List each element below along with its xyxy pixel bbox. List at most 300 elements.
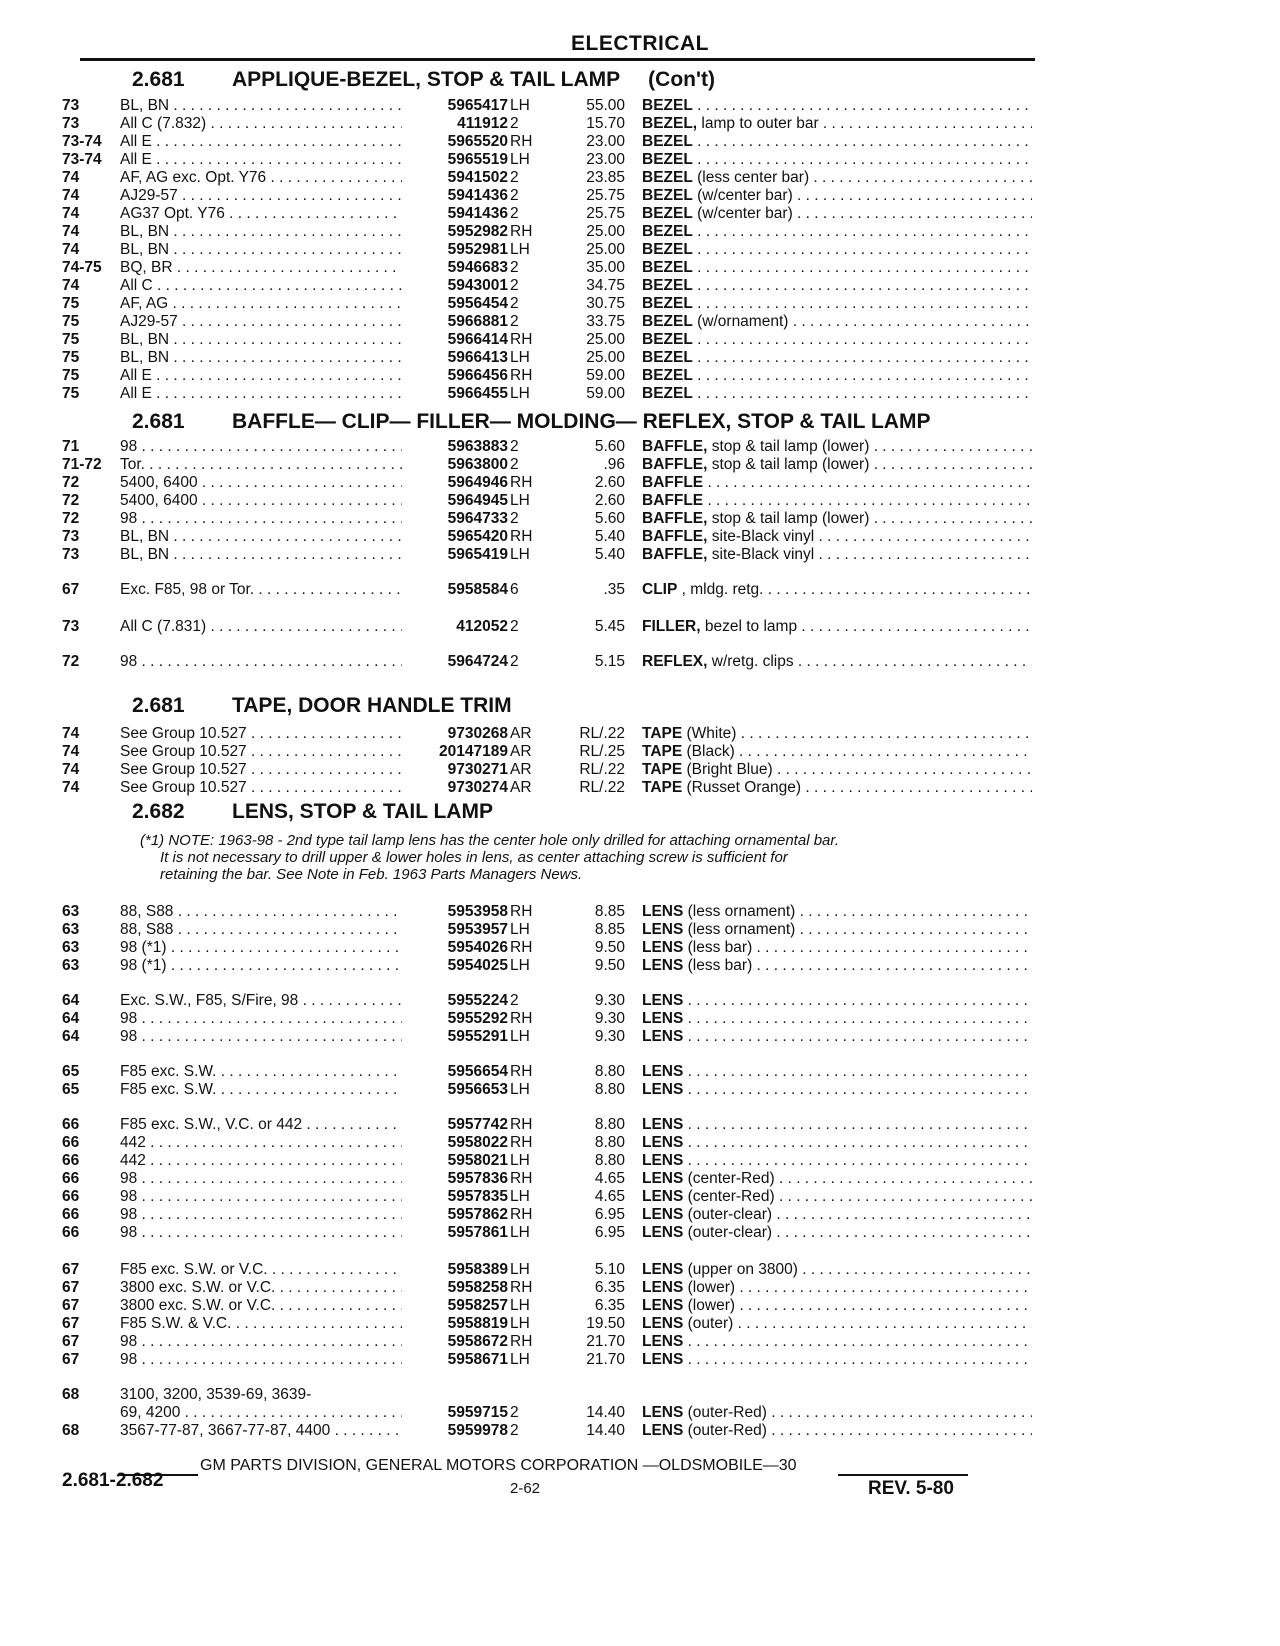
model-cell: 98 . . . [120,437,465,456]
description-name: LENS [642,1333,684,1350]
price-cell: 5.40 [594,528,625,545]
description-cell [642,580,1032,599]
section-heading [74,68,715,92]
description-name: LENS [642,1152,684,1169]
part-number-cell: 5965520 [402,132,508,151]
year-cell: 64 [62,992,80,1009]
footer-page-number: 2-62 [510,1480,541,1497]
section-title: APPLIQUE-BEZEL, STOP & TAIL LAMP [232,68,621,91]
quantity-cell: AR [510,743,532,760]
description-name: BAFFLE [642,474,704,491]
description-name: LENS [642,1134,684,1151]
parts-table-row [62,455,1022,474]
description-detail: (lower) [683,1279,736,1296]
quantity-cell: 2 [510,992,519,1009]
price-cell: 2.60 [594,474,625,491]
model-cell: 98 . . . [120,1187,465,1206]
quantity-cell: RH [510,367,533,384]
part-number-cell: 5958671 [402,1350,508,1369]
parts-table-row [62,1115,1022,1134]
parts-table-row [62,437,1022,456]
description-cell [642,1314,1032,1333]
quantity-cell: RH [510,474,533,491]
price-cell: 9.30 [594,992,625,1009]
part-number-cell: 5959978 [402,1421,508,1440]
parts-table-row [62,1169,1022,1188]
parts-table-row [62,1223,1022,1242]
model-cell: 98 . . . [120,1223,465,1242]
footer-publisher: GM PARTS DIVISION, GENERAL MOTORS CORPORATION —OLDSMOBILE—30 [200,1457,797,1474]
model-cell: AJ29-57 . . . [120,312,465,331]
quantity-cell: RH [510,1279,533,1296]
parts-table-row [62,366,1022,385]
parts-table-row [62,545,1022,564]
description-detail: (w/center bar) [692,187,793,204]
year-cell: 74 [62,725,80,742]
year-cell: 72 [62,492,80,509]
price-cell: 25.00 [586,331,625,348]
part-number-cell: 5958389 [402,1260,508,1279]
parts-table-row [62,1278,1022,1297]
model-cell: 98 . . . [120,1027,465,1046]
description-cell [642,760,1032,779]
description-name: LENS [642,1063,684,1080]
quantity-cell: LH [510,1315,530,1332]
description-detail: w/retg. clips [707,653,794,670]
section-heading [74,800,493,824]
description-name: LENS [642,921,684,938]
year-cell: 71 [62,438,80,455]
parts-table-row [62,1385,1022,1404]
year-cell: 67 [62,1351,80,1368]
part-number-cell: 9730271 [402,760,508,779]
parts-table-row [62,168,1022,187]
price-cell: 8.85 [594,903,625,920]
part-number-cell: 5963800 [402,455,508,474]
part-number-cell: 5955224 [402,991,508,1010]
parts-table-row [62,1314,1022,1333]
quantity-cell: 2 [510,115,519,132]
parts-table-row [62,1151,1022,1170]
price-cell: 25.00 [586,241,625,258]
description-detail: (outer-Red) [683,1404,767,1421]
year-cell: 74 [62,205,80,222]
year-cell: 66 [62,1188,80,1205]
quantity-cell: 2 [510,187,519,204]
model-cell: 3800 exc. S.W. or V.C. . . . [120,1296,465,1315]
section-number: 2.681 [132,68,185,91]
price-cell: 21.70 [586,1351,625,1368]
part-number-cell: 5953957 [402,920,508,939]
parts-table-row [62,1133,1022,1152]
model-cell: All E . . . [120,150,465,169]
part-number-cell: 5956654 [402,1062,508,1081]
price-cell: 4.65 [594,1188,625,1205]
quantity-cell: 6 [510,581,519,598]
quantity-cell: LH [510,546,530,563]
model-cell: 98 . . . [120,1350,465,1369]
part-number-cell: 5966881 [402,312,508,331]
model-cell: 98 (*1) . . . [120,956,465,975]
parts-table-row [62,742,1022,761]
year-cell: 63 [62,939,80,956]
price-cell: 35.00 [586,259,625,276]
section-heading [74,410,930,434]
price-cell: RL/.22 [579,725,625,742]
description-name: LENS [642,1116,684,1133]
description-cell [642,652,1032,671]
description-cell [642,1151,1032,1170]
part-number-cell: 5954025 [402,956,508,975]
part-number-cell: 5965417 [402,96,508,115]
quantity-cell: LH [510,97,530,114]
description-cell [642,1260,1032,1279]
description-cell [642,491,1032,510]
parts-table-row [62,1350,1022,1369]
quantity-cell: AR [510,779,532,796]
price-cell: 21.70 [586,1333,625,1350]
part-number-cell: 5943001 [402,276,508,295]
parts-table-row [62,1421,1022,1440]
model-cell: See Group 10.527 . . . [120,778,465,797]
parts-table-row [62,991,1022,1010]
description-name: BEZEL [642,313,693,330]
model-cell: See Group 10.527 . . . [120,724,465,743]
price-cell: 59.00 [586,385,625,402]
price-cell: 55.00 [586,97,625,114]
quantity-cell: LH [510,1152,530,1169]
parts-table-row [62,276,1022,295]
description-name: BEZEL [642,277,693,294]
price-cell: 8.80 [594,1081,625,1098]
description-cell [642,222,1032,241]
price-cell: 9.30 [594,1010,625,1027]
description-detail: (outer-Red) [683,1422,767,1439]
quantity-cell: 2 [510,1422,519,1439]
parts-table-row [62,920,1022,939]
description-cell [642,384,1032,403]
part-number-cell: 5957861 [402,1223,508,1242]
model-cell: BQ, BR . . . [120,258,465,277]
parts-table-row [62,384,1022,403]
part-number-cell: 5958819 [402,1314,508,1333]
year-cell: 74 [62,241,80,258]
year-cell: 72 [62,474,80,491]
price-cell: 23.85 [586,169,625,186]
price-cell: 30.75 [586,295,625,312]
description-name: LENS [642,1351,684,1368]
section-number: 2.681 [132,410,185,433]
parts-table-row [62,1027,1022,1046]
parts-table-row [62,1009,1022,1028]
description-detail: (White) [682,725,737,742]
section-heading [74,694,512,718]
model-cell: 98 . . . [120,1169,465,1188]
part-number-cell: 5956653 [402,1080,508,1099]
quantity-cell: 2 [510,277,519,294]
description-cell [642,1027,1032,1046]
model-cell: 98 . . . [120,1205,465,1224]
price-cell: 9.30 [594,1028,625,1045]
model-cell: 88, S88 . . . [120,920,465,939]
quantity-cell: RH [510,528,533,545]
description-cell [642,527,1032,546]
year-cell: 68 [62,1386,80,1403]
part-number-cell: 5964724 [402,652,508,671]
parts-table-row [62,258,1022,277]
quantity-cell: LH [510,151,530,168]
year-cell: 71-72 [62,456,102,473]
description-cell [642,294,1032,313]
description-detail: (less ornament) [683,921,796,938]
year-cell: 66 [62,1152,80,1169]
quantity-cell: RH [510,1170,533,1187]
model-cell: F85 S.W. & V.C. . . . [120,1314,465,1333]
description-cell [642,920,1032,939]
description-name: LENS [642,1028,684,1045]
price-cell: 6.95 [594,1224,625,1241]
description-name: BEZEL [642,223,693,240]
description-cell [642,778,1032,797]
part-number-cell: 411912 [402,114,508,133]
year-cell: 75 [62,295,80,312]
year-cell: 74 [62,743,80,760]
price-cell: 14.40 [586,1404,625,1421]
part-number-cell: 5955291 [402,1027,508,1046]
description-cell [642,724,1032,743]
price-cell: 9.50 [594,939,625,956]
part-number-cell: 9730274 [402,778,508,797]
description-name: TAPE [642,779,683,796]
price-cell: 5.45 [594,618,625,635]
description-name: LENS [642,1261,684,1278]
description-name: LENS [642,1170,684,1187]
price-cell: 8.80 [594,1063,625,1080]
year-cell: 74 [62,187,80,204]
price-cell: 25.75 [586,187,625,204]
parts-table-row [62,1205,1022,1224]
section-title: TAPE, DOOR HANDLE TRIM [232,694,512,717]
quantity-cell: RH [510,1063,533,1080]
parts-table-row [62,1062,1022,1081]
description-name: BEZEL [642,385,693,402]
parts-table-row [62,1080,1022,1099]
part-number-cell: 5963883 [402,437,508,456]
description-name: BAFFLE [642,492,704,509]
description-detail: (less bar) [683,939,753,956]
model-cell: BL, BN . . . [120,527,465,546]
parts-table-row [62,1260,1022,1279]
price-cell: 25.75 [586,205,625,222]
model-cell: BL, BN . . . [120,545,465,564]
parts-table-row [62,778,1022,797]
note-line-2: It is not necessary to drill upper & lower holes in lens, as center attaching screw is sufficient for [160,849,788,866]
quantity-cell: 2 [510,653,519,670]
model-cell: F85 exc. S.W. . . . [120,1062,465,1081]
description-detail: , mldg. retg. [677,581,764,598]
description-name: LENS [642,1010,684,1027]
quantity-cell: 2 [510,1404,519,1421]
description-detail: stop & tail lamp (lower) [707,456,870,473]
price-cell: RL/.22 [579,761,625,778]
description-cell [642,1080,1032,1099]
description-cell [642,938,1032,957]
description-name: BEZEL [642,367,693,384]
model-cell: BL, BN . . . [120,240,465,259]
description-cell [642,240,1032,259]
price-cell: 23.00 [586,133,625,150]
footer-revision: REV. 5-80 [868,1478,954,1499]
parts-table-row [62,527,1022,546]
price-cell: 15.70 [586,115,625,132]
part-number-cell: 5958584 [402,580,508,599]
model-cell: Tor. . . . [120,455,465,474]
price-cell: 23.00 [586,151,625,168]
description-name: LENS [642,1224,684,1241]
parts-table-row [62,652,1022,671]
description-name: LENS [642,1279,684,1296]
part-number-cell: 5965419 [402,545,508,564]
description-detail: stop & tail lamp (lower) [707,438,870,455]
description-name: BAFFLE, [642,546,708,563]
description-name: LENS [642,1081,684,1098]
price-cell: 5.60 [594,510,625,527]
quantity-cell: LH [510,349,530,366]
description-detail: lamp to outer bar [697,115,819,132]
description-name: LENS [642,992,684,1009]
price-cell: 34.75 [586,277,625,294]
price-cell: 6.95 [594,1206,625,1223]
quantity-cell: LH [510,921,530,938]
parts-table-row [62,132,1022,151]
part-number-cell: 5964733 [402,509,508,528]
description-name: BEZEL [642,151,693,168]
year-cell: 66 [62,1206,80,1223]
quantity-cell: LH [510,1081,530,1098]
year-cell: 72 [62,653,80,670]
model-cell: Exc. F85, 98 or Tor. . . . [120,580,465,599]
description-cell [642,617,1032,636]
parts-table-row [62,330,1022,349]
model-cell: AJ29-57 . . . [120,186,465,205]
description-cell [642,1187,1032,1206]
model-cell: 98 . . . [120,1332,465,1351]
price-cell: 5.40 [594,546,625,563]
year-cell: 74 [62,223,80,240]
model-cell: 98 . . . [120,1009,465,1028]
price-cell: RL/.25 [579,743,625,760]
quantity-cell: RH [510,331,533,348]
year-cell: 65 [62,1081,80,1098]
year-cell: 74 [62,169,80,186]
model-cell: BL, BN . . . [120,96,465,115]
description-name: LENS [642,957,684,974]
model-cell: AG37 Opt. Y76 . . . [120,204,465,223]
part-number-cell: 5965420 [402,527,508,546]
year-cell: 63 [62,957,80,974]
description-cell [642,1009,1032,1028]
parts-table-row [62,938,1022,957]
year-cell: 74 [62,761,80,778]
quantity-cell: LH [510,957,530,974]
quantity-cell: 2 [510,205,519,222]
model-cell: 442 . . . [120,1151,465,1170]
quantity-cell: RH [510,1010,533,1027]
year-cell: 75 [62,367,80,384]
part-number-cell: 5956454 [402,294,508,313]
description-name: TAPE [642,761,683,778]
model-cell: All C (7.831) . . . [120,617,465,636]
model-cell: All E . . . [120,366,465,385]
model-cell: AF, AG exc. Opt. Y76 . . . [120,168,465,187]
year-cell: 66 [62,1170,80,1187]
description-detail: (Black) [682,743,735,760]
description-name: BEZEL [642,241,693,258]
model-cell: Exc. S.W., F85, S/Fire, 98 . . . [120,991,465,1010]
model-cell: See Group 10.527 . . . [120,742,465,761]
part-number-cell: 5952981 [402,240,508,259]
description-cell [642,1296,1032,1315]
price-cell: 2.60 [594,492,625,509]
model-cell: F85 exc. S.W., V.C. or 442 . . . [120,1115,465,1134]
quantity-cell: RH [510,133,533,150]
description-cell [642,1421,1032,1440]
description-cell [642,509,1032,528]
part-number-cell: 5957862 [402,1205,508,1224]
description-cell [642,1205,1032,1224]
model-cell: 3800 exc. S.W. or V.C. . . . [120,1278,465,1297]
description-detail: (w/ornament) [692,313,789,330]
parts-table-row [62,1403,1022,1422]
year-cell: 66 [62,1116,80,1133]
description-detail: (outer-clear) [683,1206,773,1223]
quantity-cell: LH [510,1351,530,1368]
quantity-cell: 2 [510,313,519,330]
description-cell [642,902,1032,921]
parts-table-row [62,204,1022,223]
price-cell: 6.35 [594,1297,625,1314]
parts-table-row [62,509,1022,528]
price-cell: 8.80 [594,1116,625,1133]
model-cell: All C . . . [120,276,465,295]
quantity-cell: RH [510,1116,533,1133]
description-name: LENS [642,1422,684,1439]
parts-table-row [62,150,1022,169]
description-cell [642,1115,1032,1134]
year-cell: 66 [62,1224,80,1241]
price-cell: 9.50 [594,957,625,974]
model-cell: 98 . . . [120,509,465,528]
description-cell [642,150,1032,169]
parts-table-row [62,724,1022,743]
parts-table-row [62,114,1022,133]
description-name: BEZEL [642,259,693,276]
description-detail: (lower) [683,1297,736,1314]
quantity-cell: 2 [510,295,519,312]
description-cell [642,348,1032,367]
quantity-cell: LH [510,1028,530,1045]
model-cell: 98 (*1) . . . [120,938,465,957]
year-cell: 73 [62,528,80,545]
price-cell: 14.40 [586,1422,625,1439]
description-cell [642,186,1032,205]
description-detail: (outer-clear) [683,1224,773,1241]
parts-table-row [62,348,1022,367]
quantity-cell: 2 [510,169,519,186]
model-cell: 88, S88 . . . [120,902,465,921]
page-header-title: ELECTRICAL [571,32,709,55]
description-cell [642,1062,1032,1081]
